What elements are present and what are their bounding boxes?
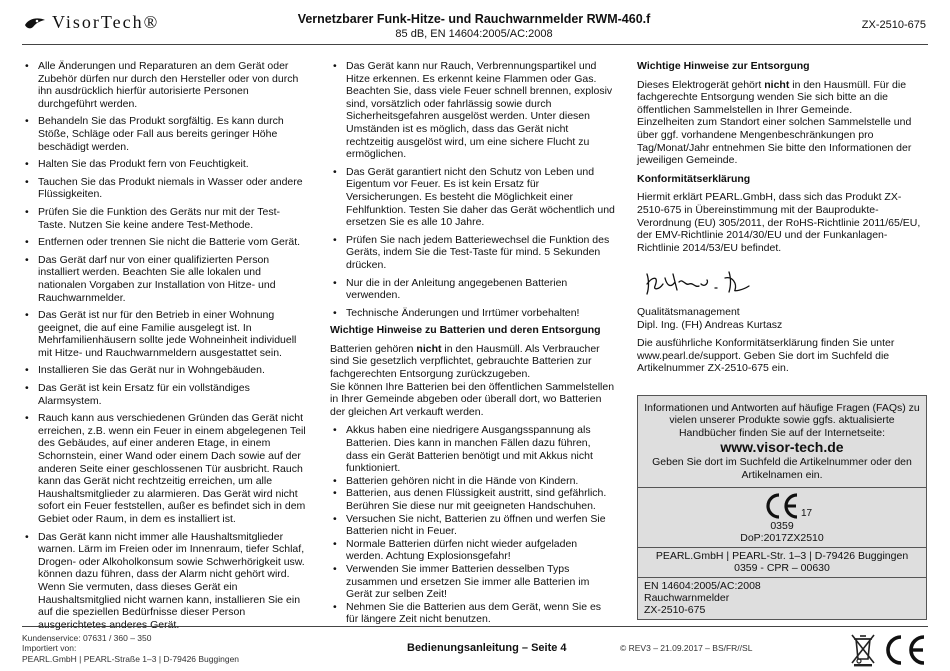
standard-box — [637, 578, 927, 620]
list-item: • Das Gerät ist kein Ersatz für ein vollständiges Alarmsystem. — [22, 382, 308, 407]
page-number: Bedienungsanleitung – Seite 4 — [407, 642, 567, 654]
list-item: • Batterien gehören nicht in die Hände von Kindern. — [330, 475, 615, 488]
column-1 — [22, 60, 308, 636]
list-item: • Behandeln Sie das Produkt sorgfältig. Es kann durch Stöße, Schläge oder Fall aus bereits geringer Höhe beschädigt werden. — [22, 115, 308, 153]
list-item: • Das Gerät ist nur für den Betrieb in einer Wohnung geeignet, die auf eine Familie ausgelegt ist. In Mehrfamilienhäusern sollte jede Wohneinheit individuell mit Hitze- und Rauchwarnmeldern ausgestattet sein. — [22, 309, 308, 359]
list-item: • Technische Änderungen und Irrtümer vorbehalten! — [330, 307, 615, 320]
emphasis: nicht — [764, 78, 790, 91]
list-item: • Alle Änderungen und Reparaturen an dem Gerät oder Zubehör dürfen nur durch den Hersteller oder von durch ihn ausdrücklich hierfür autorisierte Personen durchgeführt werden. — [22, 60, 308, 110]
list-item: • Das Gerät kann nicht immer alle Haushaltsmitglieder warnen. Lärm im Freien oder im Innenraum, tiefer Schlaf, Drogen- oder Alkoholkonsum sowie Schwerhörigkeit usw. können dazu führen, dass der Alarm nicht gehört wird. Wenn Sie vermuten, dass dieses Gerät ein Haushaltsmitglied nicht warnen kann, installieren Sie ein auf die speziellen Bedürfnisse dieser Person ausgerichtetes anderes Gerät. — [22, 531, 308, 632]
list-item: • Verwenden Sie immer Batterien desselben Typs zusammen und ersetzen Sie immer alle Batterien im Gerät zur selben Zeit! — [330, 563, 615, 601]
faq-info — [637, 395, 927, 488]
footer-contact — [22, 633, 239, 664]
customer-service: Kundenservice: 07631 / 360 – 350 — [22, 633, 152, 643]
list-item: • Akkus haben eine niedrigere Ausgangsspannung als Batterien. Dies kann in manchen Fällen dazu führen, dass ein Gerät Batterien benötigt und mit Akkus nicht funktioniert. — [330, 424, 615, 474]
text-span: Dieses Elektrogerät gehört — [637, 78, 765, 91]
footer-divider — [22, 626, 928, 627]
weee-bin-icon — [850, 633, 876, 667]
text-span: in den Hausmüll. Für die fachgerechte Entsorgung wenden Sie sich bitte an die öffentlichen Sammelstellen in Ihrer Gemeinde. — [637, 78, 907, 116]
page-title: Vernetzbarer Funk-Hitze- und Rauchwarnmelder RWM-460.f — [297, 12, 651, 26]
page-footer — [22, 633, 928, 669]
manufacturer-address: PEARL.GmbH | PEARL-Str. 1–3 | D-79426 Buggingen — [655, 549, 909, 562]
full-declaration-note: Die ausführliche Konformitätserklärung finden Sie unter www.pearl.de/support. Geben Sie dort im Suchfeld die Artikelnummer ZX-2510-675 ein. — [637, 337, 895, 375]
text-span: Batterien gehören — [330, 342, 417, 355]
cpr-number: 0359 - CPR – 00630 — [734, 562, 830, 575]
signatory-name: Dipl. Ing. (FH) Andreas Kurtasz — [637, 318, 783, 331]
notified-body-number: 0359 — [770, 519, 794, 532]
list-item: • Normale Batterien dürfen nicht wieder aufgeladen werden. Achtung Explosionsgefahr! — [330, 538, 615, 563]
disposal-paragraph-2: Einzelheiten zum Standort einer solchen Sammelstelle und über ggf. vorhandene Mengenbeschränkungen pro Tag/Monat/Jahr entnehmen Sie bitte den Informationen der jeweiligen Gemeinde. — [637, 116, 912, 167]
dop-number: DoP:2017ZX2510 — [740, 532, 824, 545]
list-item: • Prüfen Sie nach jedem Batteriewechsel die Funktion des Geräts, indem Sie die Test-Taste für mind. 5 Sekunden drücken. — [330, 234, 615, 272]
battery-paragraph-1 — [330, 343, 615, 419]
safety-list — [22, 60, 308, 631]
ce-footer-icon — [882, 634, 928, 666]
signatory — [637, 306, 927, 331]
article-number: ZX-2510-675 — [861, 19, 926, 31]
list-item: • Versuchen Sie nicht, Batterien zu öffnen und werfen Sie Batterien nicht in Feuer. — [330, 513, 615, 538]
list-item: • Installieren Sie das Gerät nur in Wohngebäuden. — [22, 364, 308, 377]
conformity-text: Hiermit erklärt PEARL.GmbH, dass sich das Produkt ZX-2510-675 in Übereinstimmung mit der Bauprodukte-Verordnung (EU) 305/2011, der RoHS-Richtlinie 2011/65/EU, der EMV-Richtlinie 2014/30/EU und der Funkanlagen-Richtlinie 2014/53/EU befindet. — [637, 191, 921, 254]
list-item: • Nur die in der Anleitung angegebenen Batterien verwenden. — [330, 277, 615, 302]
column-2 — [330, 60, 615, 626]
list-item: • Entfernen oder trennen Sie nicht die Batterie vom Gerät. — [22, 236, 308, 249]
ce-mark-icon — [763, 492, 801, 520]
faq-box — [637, 395, 927, 620]
signature-image — [637, 264, 777, 298]
emphasis: nicht — [416, 342, 442, 355]
list-item: • Nehmen Sie die Batterien aus dem Gerät, wenn Sie es für längere Zeit nicht benutzen. — [330, 601, 615, 626]
text-span: in den Hausmüll. Als Verbraucher sind Sie gesetzlich verpflichtet, gebrauchte Batterien zur fachgerechten Entsorgung zurückzugeben. — [330, 342, 600, 381]
battery-heading: Wichtige Hinweise zu Batterien und deren Entsorgung — [330, 324, 601, 337]
manufacturer-box — [637, 548, 927, 578]
conformity-heading: Konformitätserklärung — [637, 172, 751, 185]
list-item: • Rauch kann aus verschiedenen Gründen das Gerät nicht erreichen, z.B. wenn ein Feuer in einem abgelegenen Teil des Gebäudes, auf einer anderen Etage, in einem Schornstein, einer Wand oder einem Dach sowie auf der anderen Seite einer geschlossenen Tür ausbricht. Rauch kann das Gerät nicht rechtzeitig erreichen, um alle Haushaltsmitglieder zu alarmieren. Das Gerät wird nicht sofort ein Feuer feststellen, außer es befindet sich in dem Gebiet oder Raum, in dem es installiert ist. — [22, 412, 308, 525]
list-item: • Das Gerät darf nur von einer qualifizierten Person installiert werden. Beachten Sie alle lokalen und nationalen Vorgaben zur Installation von Hitze- und Rauchwarnmelder. — [22, 254, 308, 304]
ce-marking-box — [637, 488, 927, 548]
list-item: • Halten Sie das Produkt fern von Feuchtigkeit. — [22, 158, 308, 171]
faq-intro: Informationen und Antworten auf häufige Fragen (FAQs) zu vielen unserer Produkte sowie ggfs. aktualisierte Handbücher finden Sie auf der Internetseite: — [644, 401, 920, 439]
importer-address: PEARL.GmbH | PEARL-Straße 1–3 | D-79426 Buggingen — [22, 653, 240, 664]
brand-logo — [24, 12, 159, 33]
page-subtitle: 85 dB, EN 14604:2005/AC:2008 — [395, 28, 553, 40]
disposal-heading: Wichtige Hinweise zur Entsorgung — [637, 60, 810, 72]
ce-mark — [752, 492, 812, 520]
list-item: • Prüfen Sie die Funktion des Geräts nur mit der Test-Taste. Nutzen Sie keine andere Test-Methode. — [22, 206, 308, 231]
column-3 — [637, 60, 927, 620]
page-header — [0, 0, 950, 44]
revision-info: © REV3 – 21.09.2017 – BS/FR//SL — [620, 643, 753, 653]
footer-icons — [850, 633, 928, 667]
disposal-paragraph — [637, 79, 927, 167]
battery-list — [330, 424, 615, 626]
importer-label: Importiert von: — [22, 643, 77, 654]
list-item: • Das Gerät garantiert nicht den Schutz von Leben und Eigentum vor Feuer. Es ist kein Ersatz für Versicherungen. Es besteht die Möglichkeit einer Fehlfunktion. Testen Sie daher das Gerät wöchentlich und ersetzen Sie es alle 10 Jahre. — [330, 166, 615, 229]
safety-list-continued — [330, 60, 615, 319]
signatory-role: Qualitätsmanagement — [637, 305, 740, 318]
brand-logo-icon — [24, 16, 46, 30]
battery-paragraph-2: Sie können Ihre Batterien bei den öffentlichen Sammelstellen in Ihrer Gemeinde abgeben oder überall dort, wo Batterien der gleichen Art verkauft werden. — [330, 380, 615, 418]
faq-hint: Geben Sie dort im Suchfeld die Artikelnummer oder den Artikelnamen ein. — [652, 456, 912, 481]
standard-number: EN 14604:2005/AC:2008 — [644, 579, 761, 592]
article-code: ZX-2510-675 — [644, 604, 706, 617]
faq-url-link[interactable]: www.visor-tech.de — [720, 439, 844, 456]
list-item: • Batterien, aus denen Flüssigkeit austritt, sind gefährlich. Berühren Sie diese nur mit geeigneten Handschuhen. — [330, 487, 615, 512]
list-item: • Tauchen Sie das Produkt niemals in Wasser oder andere Flüssigkeiten. — [22, 176, 308, 201]
product-type: Rauchwarnmelder — [644, 591, 730, 604]
brand-name: VisorTech® — [52, 12, 160, 32]
list-item: • Das Gerät kann nur Rauch, Verbrennungspartikel und Hitze erkennen. Es erkennt keine Flammen oder Gas. Beachten Sie, dass viele Feuer schnell brennen, explosiv sind, vorsätzlich oder fahrlässig sowie durch Sicherheitsgefahren ausgelöst werden. Unter diesen Umständen ist es möglich, dass das Gerät nicht rechtzeitig ausgelöst wird, um eine sichere Flucht zu ermöglichen. — [330, 60, 615, 161]
header-divider — [22, 44, 928, 45]
ce-year: 17 — [801, 507, 813, 519]
